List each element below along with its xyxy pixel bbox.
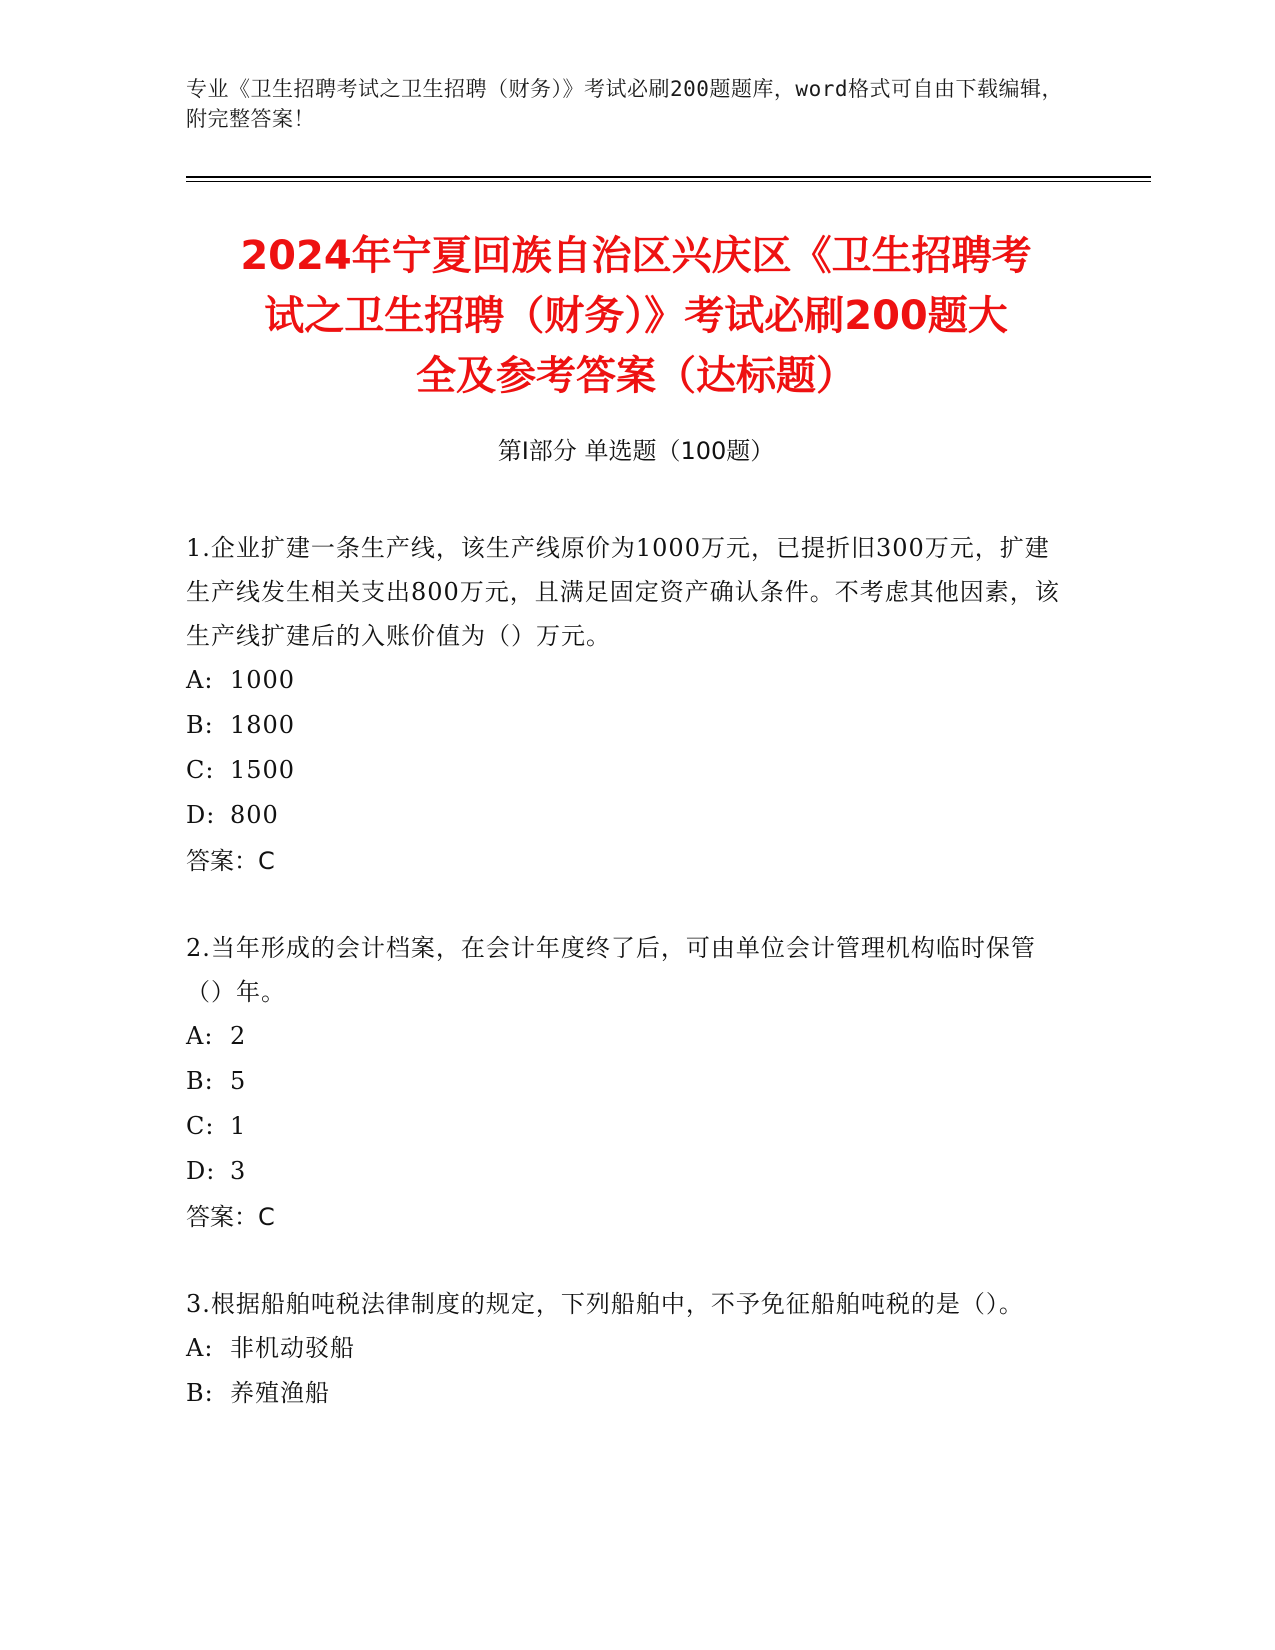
question-stem: 1.企业扩建一条生产线，该生产线原价为1000万元，已提折旧300万元，扩建生产线发生相关支出800万元，且满足固定资产确认条件。不考虑其他因素，该生产线扩建后的入账价值为（）万元。 (186, 534, 1060, 650)
question-stem: 3.根据船舶吨税法律制度的规定，下列船舶中，不予免征船舶吨税的是（）。 (186, 1290, 1024, 1318)
option-letter: A: (186, 1334, 214, 1362)
section-heading: 第Ⅰ部分 单选题（100题） (497, 437, 775, 465)
option-text: 1500 (230, 756, 296, 784)
option-text: 非机动驳船 (230, 1334, 355, 1362)
title-line: 全及参考答案（达标题） (416, 353, 856, 399)
option-text: 5 (230, 1067, 247, 1095)
option-letter: B: (186, 1067, 214, 1095)
option-letter: A: (186, 1022, 214, 1050)
option-text: 养殖渔船 (230, 1379, 330, 1407)
option-a (186, 1014, 1066, 1059)
answer-line: 答案：C (186, 847, 275, 875)
option-a (186, 1326, 1066, 1371)
option-letter: D: (186, 1157, 216, 1185)
option-letter: D: (186, 801, 216, 829)
option-text: 800 (230, 801, 279, 829)
option-b (186, 703, 1066, 748)
title-line: 2024年宁夏回族自治区兴庆区《卫生招聘考 (240, 233, 1032, 279)
option-a (186, 658, 1066, 703)
option-c (186, 1104, 1066, 1149)
answer-line: 答案：C (186, 1203, 275, 1231)
option-text: 1000 (230, 666, 296, 694)
option-text: 1800 (230, 711, 296, 739)
option-text: 1 (230, 1112, 247, 1140)
question-list (186, 526, 1066, 1458)
title-line: 试之卫生招聘（财务）》考试必刷200题大 (264, 293, 1008, 339)
header-note: 专业《卫生招聘考试之卫生招聘（财务）》考试必刷200题题库，word格式可自由下载编辑，附完整答案！ (186, 77, 1063, 131)
header-rule-thick (186, 176, 1151, 178)
question-3 (186, 1282, 1066, 1416)
option-letter: A: (186, 666, 214, 694)
option-d (186, 1149, 1066, 1194)
question-stem: 2.当年形成的会计档案，在会计年度终了后，可由单位会计管理机构临时保管（）年。 (186, 934, 1036, 1006)
option-d (186, 793, 1066, 838)
option-letter: B: (186, 1379, 214, 1407)
option-letter: C: (186, 1112, 215, 1140)
option-text: 3 (230, 1157, 247, 1185)
option-letter: C: (186, 756, 215, 784)
option-text: 2 (230, 1022, 247, 1050)
header-rule-thin (186, 181, 1151, 182)
option-b (186, 1059, 1066, 1104)
document-title (186, 226, 1086, 406)
question-1 (186, 526, 1066, 884)
option-b (186, 1371, 1066, 1416)
question-2 (186, 926, 1066, 1240)
option-c (186, 748, 1066, 793)
option-letter: B: (186, 711, 214, 739)
